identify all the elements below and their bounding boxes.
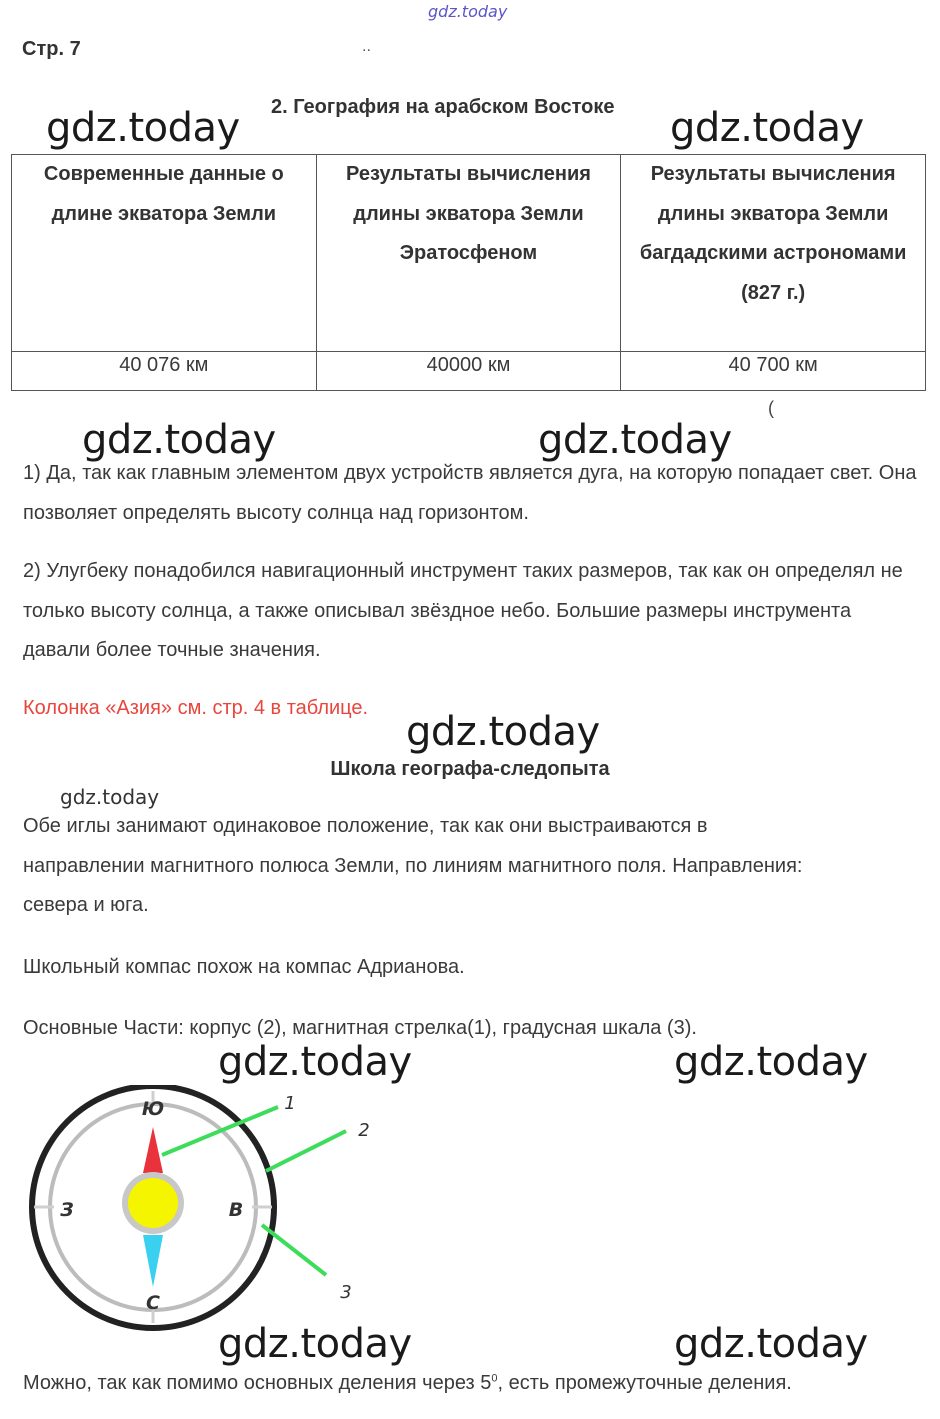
watermark: gdz.today [82,417,276,463]
watermark: gdz.today [538,417,732,463]
callout-label-2: 2 [358,1120,370,1141]
watermark: gdz.today [674,1321,868,1367]
table-header-cell: Современные данные о длине экватора Земли [12,155,317,352]
leader-line-3 [262,1225,326,1275]
final-text-after: , есть промежуточные деления. [497,1372,792,1394]
compass-letter-top: Ю [141,1098,165,1120]
watermark-top: gdz.today [428,2,508,21]
equator-table [11,154,926,391]
table-header-cell: Результаты вычисления длины экватора Земли Эратосфеном [316,155,621,352]
compass-letter-bottom: С [146,1292,160,1314]
final-sentence [23,1364,923,1404]
page-mark: .. [362,38,371,55]
callout-label-1: 1 [284,1093,296,1114]
watermark: gdz.today [218,1321,412,1367]
watermark: gdz.today [406,709,600,755]
callout-label-3: 3 [340,1282,352,1303]
table-cell: 40 076 км [12,352,317,391]
note-asia-column: Колонка «Азия» см. стр. 4 в таблице. [23,697,369,719]
paragraph-compass-parts: Основные Части: корпус (2), магнитная стрелка(1), градусная шкала (3). [23,1017,697,1039]
compass-letter-right: В [228,1199,244,1221]
answer-2: 2) Улугбеку понадобился навигационный инструмент таких размеров, так как он определял не только высоту солнца, а также описывал звёздное небо. Большие размеры инструмента давали более точные значения. [23,560,903,661]
watermark: gdz.today [46,105,240,151]
paragraph-needles: Обе иглы занимают одинаковое положение, так как они выстраиваются в направлении магнитного полюса Земли, по линиям магнитного поля. Направления: севера и юга. [23,815,803,916]
watermark: gdz.today [674,1039,868,1085]
table-header-row [12,155,926,352]
page-label: Стр. 7 [22,38,81,60]
leader-line-2 [266,1131,346,1171]
needle-pivot [128,1178,178,1228]
table-header-cell: Результаты вычисления длины экватора Земли багдадскими астрономами (827 г.) [621,155,926,352]
final-text-before: Можно, так как помимо основных деления через 5 [23,1372,492,1394]
final-superscript: 0 [491,1372,498,1385]
table-cell: 40000 км [316,352,621,391]
section-title-school: Школа географа-следопыта [330,758,610,780]
compass-diagram [20,1085,400,1345]
compass-letter-left: З [60,1199,74,1221]
answer-1: 1) Да, так как главным элементом двух устройств является дуга, на которую попадает свет. Она позволяет определять высоту солнца над горизонтом. [23,462,917,524]
watermark: gdz.today [670,105,864,151]
watermark-small: gdz.today [60,785,160,809]
stray-mark: ( [768,398,774,418]
watermark: gdz.today [218,1039,412,1085]
section-title-geography: 2. География на арабском Востоке [271,96,615,118]
paragraph-compass-similar: Школьный компас похож на компас Адрианова. [23,956,465,978]
table-cell: 40 700 км [621,352,926,391]
table-row [12,352,926,391]
